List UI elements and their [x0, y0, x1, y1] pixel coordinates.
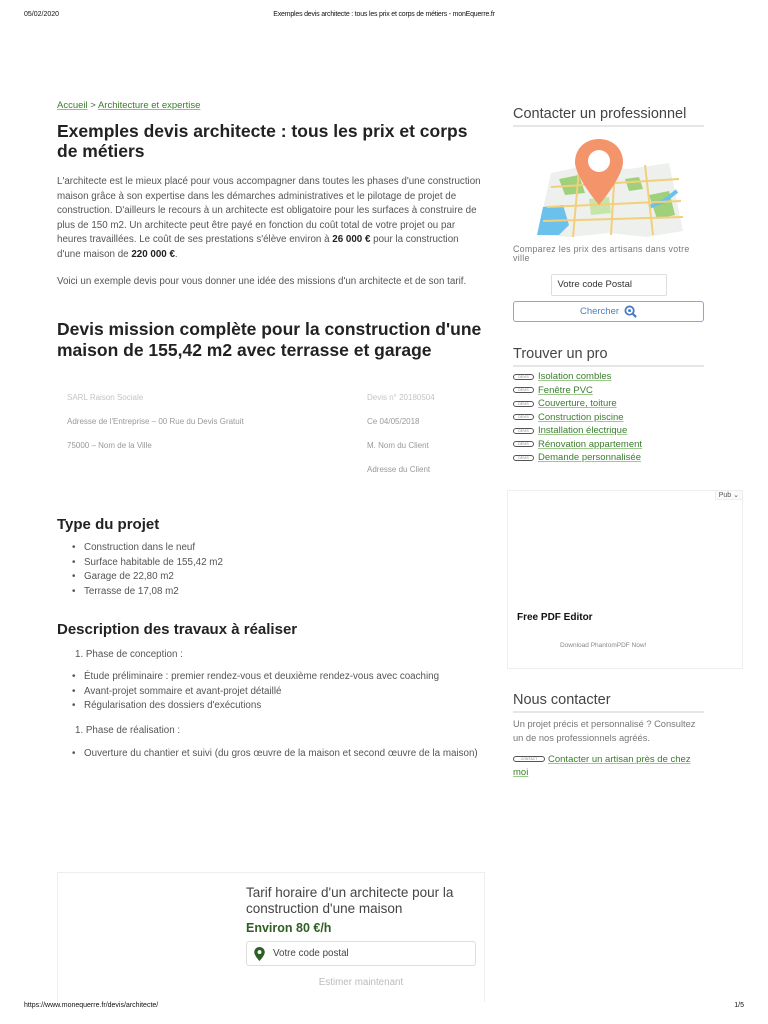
devis-badge: DEVIS	[513, 428, 534, 434]
pro-link-renovation[interactable]: Rénovation appartement	[538, 438, 643, 450]
pro-link-couverture[interactable]: Couverture, toiture	[538, 398, 617, 410]
print-title: Exemples devis architecte : tous les prix et corps de métiers - monEquerre.fr	[273, 11, 495, 18]
postal-code-placeholder: Votre code postal	[273, 948, 349, 959]
pro-item	[513, 370, 704, 384]
main-content	[57, 100, 482, 761]
company-address: Adresse de l'Entreprise – 00 Rue du Devis Gratuit	[67, 417, 244, 427]
page-title: Exemples devis architecte : tous les prix et corps de métiers	[57, 121, 468, 161]
client-name: M. Nom du Client	[367, 441, 429, 451]
pro-item	[513, 397, 704, 411]
client-address: Adresse du Client	[367, 465, 431, 475]
postal-code-field[interactable]: Votre code Postal	[551, 274, 667, 296]
devis-badge: DEVIS	[513, 455, 534, 461]
print-page-number: 1/5	[734, 1002, 744, 1009]
nous-contacter-text: Un projet précis et personnalisé ? Consultez un de nos professionnels agréés.	[513, 719, 696, 743]
breadcrumb	[57, 100, 482, 111]
estimate-button[interactable]: Estimer maintenant	[318, 977, 404, 988]
list-item: • Avant-projet sommaire et avant-projet détaillé	[72, 685, 482, 700]
type-projet-list	[57, 541, 482, 599]
sidebar-contact-pro	[513, 106, 704, 322]
company-city: 75000 – Nom de la Ville	[67, 441, 152, 451]
company-name: SARL Raison Sociale	[67, 393, 144, 403]
pro-link-demande[interactable]: Demande personnalisée	[538, 452, 641, 464]
devis-number: Devis n° 20180504	[367, 393, 435, 403]
nous-contacter-heading: Nous contacter	[513, 692, 704, 713]
list-item: • Surface habitable de 155,42 m2	[72, 556, 482, 571]
ad-title: Free PDF Editor	[517, 612, 593, 623]
pro-item	[513, 411, 704, 425]
intro-paragraph	[57, 175, 482, 263]
print-date: 05/02/2020	[24, 11, 60, 18]
devis-badge: DEVIS	[513, 441, 534, 447]
phase-conception: 1. Phase de conception :	[75, 649, 183, 661]
list-item: • Garage de 22,80 m2	[72, 570, 482, 585]
devis-badge: DEVIS	[513, 374, 534, 380]
contact-badge: CONTACT	[513, 756, 545, 762]
pro-link-fenetre[interactable]: Fenêtre PVC	[538, 384, 593, 396]
trouver-pro-heading: Trouver un pro	[513, 346, 704, 367]
location-pin-icon	[254, 947, 265, 961]
pro-item	[513, 438, 704, 452]
contact-pro-text: Comparez les prix des artisans dans votre ville	[513, 244, 690, 263]
pro-list	[513, 370, 704, 465]
devis-badge: DEVIS	[513, 387, 534, 393]
ad-label-text: Pub	[718, 492, 732, 499]
ad-label[interactable]	[715, 491, 742, 500]
devis-date: Ce 04/05/2018	[367, 417, 420, 427]
architect-cost: 26 000 €	[332, 234, 371, 246]
contact-row	[513, 753, 704, 779]
phase-realisation-list	[57, 747, 482, 762]
list-item: • Construction dans le neuf	[72, 541, 482, 556]
tarif-estimator	[57, 872, 485, 1002]
ad-subtitle: Download PhantomPDF Now!	[560, 642, 647, 649]
pro-item	[513, 451, 704, 465]
print-url: https://www.monequerre.fr/devis/architecte/	[24, 1002, 159, 1009]
postal-code-input[interactable]	[246, 941, 476, 966]
tarif-price: Environ 80 €/h	[246, 921, 332, 935]
pro-link-isolation[interactable]: Isolation combles	[538, 371, 612, 383]
search-icon	[624, 305, 637, 318]
breadcrumb-home-link[interactable]: Accueil	[57, 100, 88, 111]
pro-item	[513, 384, 704, 398]
sidebar-nous-contacter	[513, 692, 704, 779]
search-button-label: Chercher	[579, 306, 620, 317]
map-illustration-icon	[529, 135, 689, 239]
sidebar-trouver-pro	[513, 346, 704, 465]
list-item: • Ouverture du chantier et suivi (du gros œuvre de la maison et second œuvre de la maison)	[72, 747, 482, 762]
devis-header	[57, 386, 482, 496]
pro-item	[513, 424, 704, 438]
type-projet-heading: Type du projet	[57, 516, 160, 534]
breadcrumb-separator: >	[87, 100, 98, 111]
description-heading: Description des travaux à réaliser	[57, 621, 298, 639]
list-item: • Terrasse de 17,08 m2	[72, 585, 482, 600]
devis-title: Devis mission complète pour la construction d'une maison de 155,42 m2 avec terrasse et garage	[57, 319, 482, 360]
pro-link-electrique[interactable]: Installation électrique	[538, 425, 628, 437]
print-header	[0, 11, 768, 23]
phase-realisation: 1. Phase de réalisation :	[75, 724, 181, 736]
list-item: • Étude préliminaire : premier rendez-vous et deuxième rendez-vous avec coaching	[72, 670, 482, 685]
tarif-title: Tarif horaire d'un architecte pour la construction d'une maison	[246, 885, 454, 916]
intro	[57, 175, 482, 289]
house-cost: 220 000 €	[131, 248, 175, 260]
devis-badge: DEVIS	[513, 401, 534, 407]
intro-text: pour la construction d'une maison de	[57, 234, 459, 260]
devis-badge: DEVIS	[513, 414, 534, 420]
contact-pro-heading: Contacter un professionnel	[513, 106, 704, 127]
contact-artisan-link[interactable]: Contacter un artisan près de chez moi	[513, 754, 691, 778]
intro-paragraph-2: Voici un exemple devis pour vous donner une idée des missions d'un architecte et de son tarif.	[57, 275, 467, 287]
list-item: • Régularisation des dossiers d'exécutions	[72, 699, 482, 714]
chevron-down-icon: ⌄	[733, 492, 739, 499]
intro-text: L'architecte est le mieux placé pour vous accompagner dans toutes les phases d'une construction maison grâce à son expertise dans les démarches administratives et le pilotage de projet de construction. D'ailleurs le recours à un architecte est obligatoire pour les surfaces à construire de plus de 150 m2. Un architecte peut être payé en fonction du coût total de votre projet ou par heures travaillées. Le coût de ses prestations s'élève environ à	[57, 176, 481, 246]
breadcrumb-category-link[interactable]: Architecture et expertise	[97, 100, 201, 111]
advertisement[interactable]	[507, 490, 743, 669]
search-button[interactable]	[513, 301, 704, 322]
pro-link-piscine[interactable]: Construction piscine	[538, 411, 624, 423]
intro-text: .	[174, 248, 178, 260]
phase-conception-list	[57, 670, 482, 714]
